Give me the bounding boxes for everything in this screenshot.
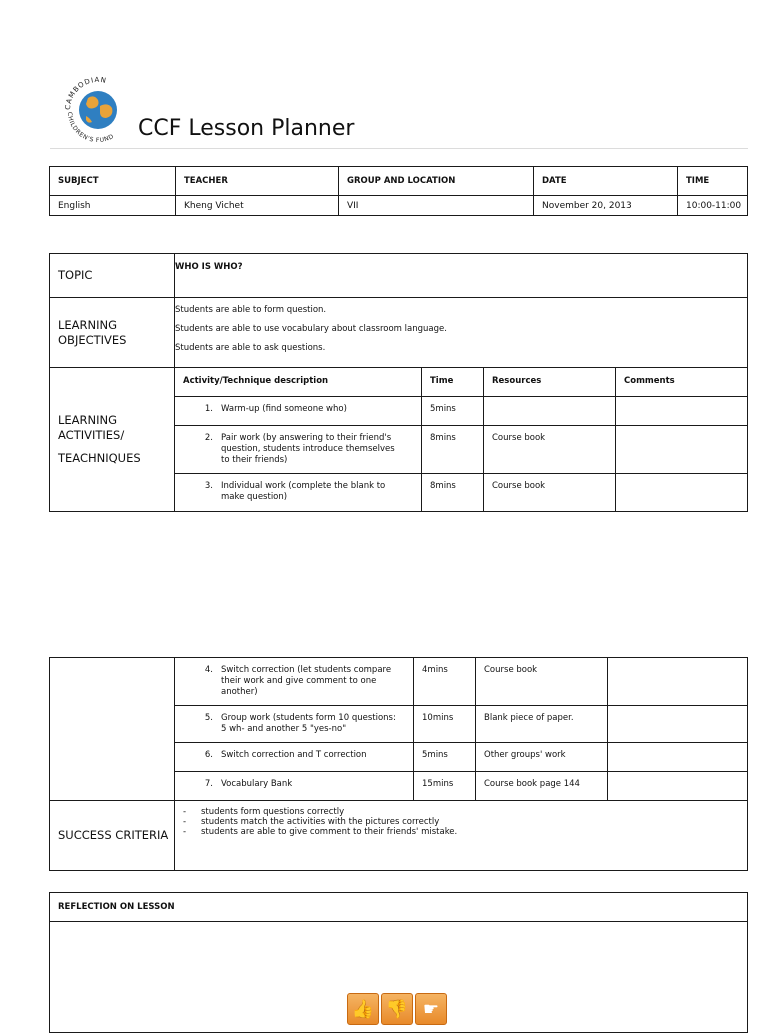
activities-row bbox=[50, 368, 748, 512]
activity-number: 7. bbox=[204, 778, 213, 789]
activity-number: 6. bbox=[204, 749, 213, 760]
table-row bbox=[175, 426, 747, 474]
activity-number: 3. bbox=[204, 481, 213, 491]
activity-time: 8mins bbox=[422, 426, 484, 474]
subject-value: English bbox=[50, 196, 176, 216]
header-teacher: TEACHER bbox=[176, 167, 339, 196]
activity-comments bbox=[608, 742, 748, 771]
feedback-icons bbox=[347, 993, 447, 1025]
activity-resources bbox=[484, 397, 616, 426]
teacher-value: Kheng Vichet bbox=[176, 196, 339, 216]
col-comments: Comments bbox=[616, 368, 748, 397]
topic-row bbox=[50, 254, 748, 298]
logo-ring-text-top: CAMBODIAN bbox=[63, 75, 108, 111]
objectives-row bbox=[50, 298, 748, 368]
activities-label-empty bbox=[50, 658, 175, 801]
activity-comments bbox=[616, 397, 748, 426]
activity-resources: Course book bbox=[476, 658, 608, 705]
table-row bbox=[175, 771, 747, 800]
lesson-plan-table-continued bbox=[49, 657, 748, 871]
thumbs-down-icon[interactable]: 👎 bbox=[381, 993, 413, 1025]
list-item: - students match the activities with the pictures correctly bbox=[183, 817, 747, 827]
activity-time: 15mins bbox=[414, 771, 476, 800]
list-item: - students are able to give comment to their friends' mistake. bbox=[183, 827, 747, 837]
group-location-value: VII bbox=[339, 196, 534, 216]
objective-item: Students are able to form question. bbox=[175, 305, 327, 315]
topic-value: WHO IS WHO? bbox=[175, 254, 748, 298]
activity-description: Warm-up (find someone who) bbox=[221, 404, 347, 414]
table-row bbox=[175, 705, 747, 742]
activity-time: 4mins bbox=[414, 658, 476, 705]
table-row bbox=[175, 474, 747, 511]
activity-description: Group work (students form 10 questions: 5 wh- and another 5 "yes-no" bbox=[221, 712, 396, 734]
ccf-logo bbox=[58, 70, 140, 142]
activity-resources: Course book bbox=[484, 474, 616, 511]
activity-time: 5mins bbox=[414, 742, 476, 771]
activity-resources: Other groups' work bbox=[476, 742, 608, 771]
activity-description: Vocabulary Bank bbox=[221, 778, 293, 789]
objective-item: Students are able to use vocabulary about classroom language. bbox=[175, 324, 447, 334]
table-row bbox=[175, 397, 747, 426]
activity-comments bbox=[608, 705, 748, 742]
activity-resources: Blank piece of paper. bbox=[476, 705, 608, 742]
header-subject: SUBJECT bbox=[50, 167, 176, 196]
activities-header-row bbox=[175, 368, 747, 397]
lesson-info-table bbox=[49, 166, 748, 216]
time-value: 10:00-11:00 bbox=[678, 196, 748, 216]
list-item: - students form questions correctly bbox=[183, 807, 747, 817]
page-title: CCF Lesson Planner bbox=[138, 116, 355, 141]
objectives-label: LEARNING OBJECTIVES bbox=[50, 298, 175, 368]
activity-description: Switch correction and T correction bbox=[221, 749, 367, 760]
activity-number: 2. bbox=[204, 433, 213, 443]
activity-comments bbox=[608, 658, 748, 705]
activity-resources: Course book bbox=[484, 426, 616, 474]
activity-description: Individual work (complete the blank to make question) bbox=[221, 481, 386, 502]
activities-label-line2: TEACHNIQUES bbox=[58, 450, 141, 465]
activity-number: 4. bbox=[204, 665, 213, 675]
activities-table-continued bbox=[175, 658, 747, 800]
activity-number: 1. bbox=[204, 404, 213, 414]
activities-table bbox=[175, 368, 747, 511]
col-resources: Resources bbox=[484, 368, 616, 397]
activities-continued-row bbox=[50, 658, 748, 801]
activity-description: Switch correction (let students compare their work and give comment to one another) bbox=[221, 665, 392, 697]
activity-comments bbox=[616, 474, 748, 511]
activity-comments bbox=[608, 771, 748, 800]
thumbs-up-icon[interactable]: 👍 bbox=[347, 993, 379, 1025]
date-value: November 20, 2013 bbox=[534, 196, 678, 216]
success-criteria-list bbox=[175, 807, 747, 837]
objectives-list bbox=[175, 298, 748, 368]
activities-label-line1: LEARNING ACTIVITIES/ bbox=[58, 412, 125, 442]
table-row bbox=[175, 742, 747, 771]
activity-time: 8mins bbox=[422, 474, 484, 511]
success-criteria-label: SUCCESS CRITERIA bbox=[50, 801, 175, 871]
col-activity: Activity/Technique description bbox=[175, 368, 422, 397]
logo-ring-text-bottom: CHILDREN'S FUND bbox=[65, 111, 116, 142]
header-date: DATE bbox=[534, 167, 678, 196]
topic-label: TOPIC bbox=[50, 254, 175, 298]
pointing-hand-icon[interactable]: ☛ bbox=[415, 993, 447, 1025]
activities-label bbox=[50, 368, 175, 512]
header-group-location: GROUP AND LOCATION bbox=[339, 167, 534, 196]
activity-time: 10mins bbox=[414, 705, 476, 742]
activity-description: Pair work (by answering to their friend's question, students introduce themselves to their friends) bbox=[221, 433, 395, 465]
activity-resources: Course book page 144 bbox=[476, 771, 608, 800]
header-time: TIME bbox=[678, 167, 748, 196]
activity-number: 5. bbox=[204, 712, 213, 723]
lesson-plan-table bbox=[49, 253, 748, 512]
reflection-label: REFLECTION ON LESSON bbox=[50, 893, 748, 922]
objective-item: Students are able to ask questions. bbox=[175, 343, 326, 353]
activity-comments bbox=[616, 426, 748, 474]
success-criteria-row bbox=[50, 801, 748, 871]
info-value-row bbox=[50, 196, 748, 216]
col-time: Time bbox=[422, 368, 484, 397]
activity-time: 5mins bbox=[422, 397, 484, 426]
info-header-row bbox=[50, 167, 748, 196]
title-divider bbox=[50, 148, 748, 149]
table-row bbox=[175, 658, 747, 705]
